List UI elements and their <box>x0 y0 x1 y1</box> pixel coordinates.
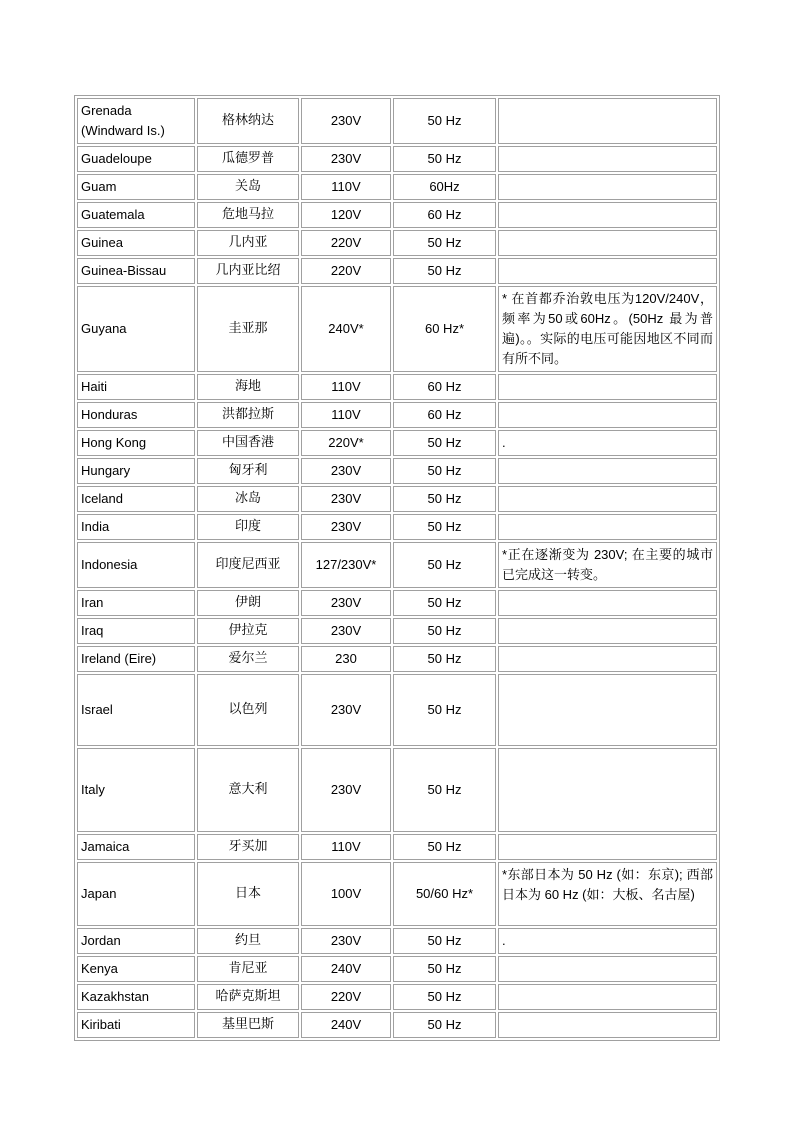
cell-note <box>498 374 717 400</box>
cell-chinese: 危地马拉 <box>197 202 299 228</box>
table-row <box>77 590 717 616</box>
table-row <box>77 230 717 256</box>
cell-frequency: 50 Hz <box>393 98 496 144</box>
cell-frequency: 50 Hz <box>393 748 496 832</box>
cell-frequency: 60 Hz* <box>393 286 496 372</box>
cell-frequency: 50 Hz <box>393 514 496 540</box>
table-row <box>77 748 717 832</box>
cell-note <box>498 646 717 672</box>
cell-frequency: 50 Hz <box>393 146 496 172</box>
cell-chinese: 关岛 <box>197 174 299 200</box>
cell-note <box>498 618 717 644</box>
table-row <box>77 146 717 172</box>
cell-note <box>498 258 717 284</box>
cell-frequency: 50 Hz <box>393 230 496 256</box>
cell-note <box>498 230 717 256</box>
cell-chinese: 伊拉克 <box>197 618 299 644</box>
cell-voltage: 230V <box>301 618 391 644</box>
cell-frequency: 50 Hz <box>393 1012 496 1038</box>
cell-frequency: 50 Hz <box>393 590 496 616</box>
cell-country: Grenada (Windward Is.) <box>77 98 195 144</box>
cell-frequency: 50/60 Hz* <box>393 862 496 926</box>
cell-chinese: 海地 <box>197 374 299 400</box>
table-row <box>77 514 717 540</box>
cell-note <box>498 202 717 228</box>
table-row <box>77 374 717 400</box>
cell-chinese: 伊朗 <box>197 590 299 616</box>
cell-country: Haiti <box>77 374 195 400</box>
cell-country: Iraq <box>77 618 195 644</box>
cell-frequency: 50 Hz <box>393 834 496 860</box>
cell-frequency: 50 Hz <box>393 646 496 672</box>
cell-note: *正在逐渐变为 230V; 在主要的城市已完成这一转变。 <box>498 542 717 588</box>
cell-country: Hong Kong <box>77 430 195 456</box>
table-row <box>77 618 717 644</box>
table-row <box>77 674 717 746</box>
cell-chinese: 冰岛 <box>197 486 299 512</box>
cell-frequency: 60 Hz <box>393 402 496 428</box>
cell-voltage: 110V <box>301 402 391 428</box>
cell-voltage: 230V <box>301 98 391 144</box>
cell-voltage: 240V <box>301 956 391 982</box>
cell-country: Guadeloupe <box>77 146 195 172</box>
cell-country: Italy <box>77 748 195 832</box>
cell-country: Iceland <box>77 486 195 512</box>
cell-voltage: 230V <box>301 674 391 746</box>
cell-voltage: 220V <box>301 984 391 1010</box>
cell-voltage: 240V* <box>301 286 391 372</box>
table-row <box>77 402 717 428</box>
cell-chinese: 哈萨克斯坦 <box>197 984 299 1010</box>
cell-note: * 在首都乔治敦电压为120V/240V，频率为50或60Hz。(50Hz 最为普遍)。。实际的电压可能因地区不同而有所不同。 <box>498 286 717 372</box>
table-row <box>77 1012 717 1038</box>
cell-country: Guam <box>77 174 195 200</box>
cell-note <box>498 514 717 540</box>
voltage-table <box>74 95 720 1041</box>
cell-chinese: 基里巴斯 <box>197 1012 299 1038</box>
table-row <box>77 258 717 284</box>
cell-note <box>498 834 717 860</box>
cell-chinese: 印度尼西亚 <box>197 542 299 588</box>
cell-voltage: 127/230V* <box>301 542 391 588</box>
cell-chinese: 几内亚比绍 <box>197 258 299 284</box>
cell-frequency: 50 Hz <box>393 542 496 588</box>
cell-note <box>498 590 717 616</box>
cell-country: Honduras <box>77 402 195 428</box>
cell-note <box>498 486 717 512</box>
cell-frequency: 50 Hz <box>393 984 496 1010</box>
table-row <box>77 984 717 1010</box>
cell-voltage: 230V <box>301 928 391 954</box>
cell-note <box>498 458 717 484</box>
table-row <box>77 98 717 144</box>
cell-voltage: 110V <box>301 834 391 860</box>
cell-chinese: 瓜德罗普 <box>197 146 299 172</box>
cell-country: Indonesia <box>77 542 195 588</box>
cell-voltage: 230V <box>301 590 391 616</box>
cell-frequency: 50 Hz <box>393 486 496 512</box>
cell-chinese: 肯尼亚 <box>197 956 299 982</box>
cell-frequency: 50 Hz <box>393 458 496 484</box>
cell-voltage: 230 <box>301 646 391 672</box>
cell-country: Kenya <box>77 956 195 982</box>
cell-chinese: 匈牙利 <box>197 458 299 484</box>
cell-frequency: 50 Hz <box>393 430 496 456</box>
table-row <box>77 486 717 512</box>
cell-frequency: 50 Hz <box>393 618 496 644</box>
cell-country: India <box>77 514 195 540</box>
cell-note: *东部日本为 50 Hz (如：东京); 西部日本为 60 Hz (如：大板、名古屋) <box>498 862 717 926</box>
table-row <box>77 174 717 200</box>
cell-country: Kazakhstan <box>77 984 195 1010</box>
table-row <box>77 928 717 954</box>
cell-country: Iran <box>77 590 195 616</box>
cell-frequency: 60Hz <box>393 174 496 200</box>
cell-frequency: 50 Hz <box>393 674 496 746</box>
cell-chinese: 印度 <box>197 514 299 540</box>
cell-note <box>498 956 717 982</box>
cell-country: Guinea <box>77 230 195 256</box>
cell-chinese: 中国香港 <box>197 430 299 456</box>
cell-voltage: 220V <box>301 230 391 256</box>
cell-country: Hungary <box>77 458 195 484</box>
cell-country: Guyana <box>77 286 195 372</box>
cell-chinese: 圭亚那 <box>197 286 299 372</box>
cell-chinese: 约旦 <box>197 928 299 954</box>
cell-chinese: 几内亚 <box>197 230 299 256</box>
cell-chinese: 格林纳达 <box>197 98 299 144</box>
cell-voltage: 230V <box>301 146 391 172</box>
cell-note: . <box>498 430 717 456</box>
cell-country: Israel <box>77 674 195 746</box>
cell-frequency: 50 Hz <box>393 956 496 982</box>
cell-frequency: 50 Hz <box>393 928 496 954</box>
cell-note <box>498 402 717 428</box>
table-row <box>77 458 717 484</box>
cell-voltage: 120V <box>301 202 391 228</box>
table-row <box>77 430 717 456</box>
cell-voltage: 240V <box>301 1012 391 1038</box>
table-row <box>77 286 717 372</box>
cell-note <box>498 174 717 200</box>
cell-country: Kiribati <box>77 1012 195 1038</box>
cell-note <box>498 1012 717 1038</box>
cell-note <box>498 98 717 144</box>
cell-chinese: 爱尔兰 <box>197 646 299 672</box>
cell-country: Japan <box>77 862 195 926</box>
cell-note <box>498 674 717 746</box>
cell-country: Guinea-Bissau <box>77 258 195 284</box>
cell-chinese: 牙买加 <box>197 834 299 860</box>
cell-voltage: 230V <box>301 486 391 512</box>
cell-country: Jamaica <box>77 834 195 860</box>
cell-voltage: 100V <box>301 862 391 926</box>
cell-voltage: 110V <box>301 174 391 200</box>
table-row <box>77 646 717 672</box>
cell-voltage: 220V <box>301 258 391 284</box>
cell-chinese: 日本 <box>197 862 299 926</box>
cell-frequency: 50 Hz <box>393 258 496 284</box>
cell-frequency: 60 Hz <box>393 374 496 400</box>
cell-chinese: 洪都拉斯 <box>197 402 299 428</box>
cell-voltage: 230V <box>301 748 391 832</box>
cell-voltage: 220V* <box>301 430 391 456</box>
table-row <box>77 956 717 982</box>
cell-chinese: 以色列 <box>197 674 299 746</box>
table-row <box>77 202 717 228</box>
cell-note <box>498 748 717 832</box>
cell-note <box>498 984 717 1010</box>
cell-note <box>498 146 717 172</box>
table-row <box>77 834 717 860</box>
cell-voltage: 230V <box>301 458 391 484</box>
cell-country: Guatemala <box>77 202 195 228</box>
table-body <box>77 98 717 1038</box>
cell-note: . <box>498 928 717 954</box>
cell-country: Jordan <box>77 928 195 954</box>
cell-country: Ireland (Eire) <box>77 646 195 672</box>
table-row <box>77 862 717 926</box>
cell-voltage: 110V <box>301 374 391 400</box>
cell-voltage: 230V <box>301 514 391 540</box>
cell-frequency: 60 Hz <box>393 202 496 228</box>
cell-chinese: 意大利 <box>197 748 299 832</box>
table-row <box>77 542 717 588</box>
